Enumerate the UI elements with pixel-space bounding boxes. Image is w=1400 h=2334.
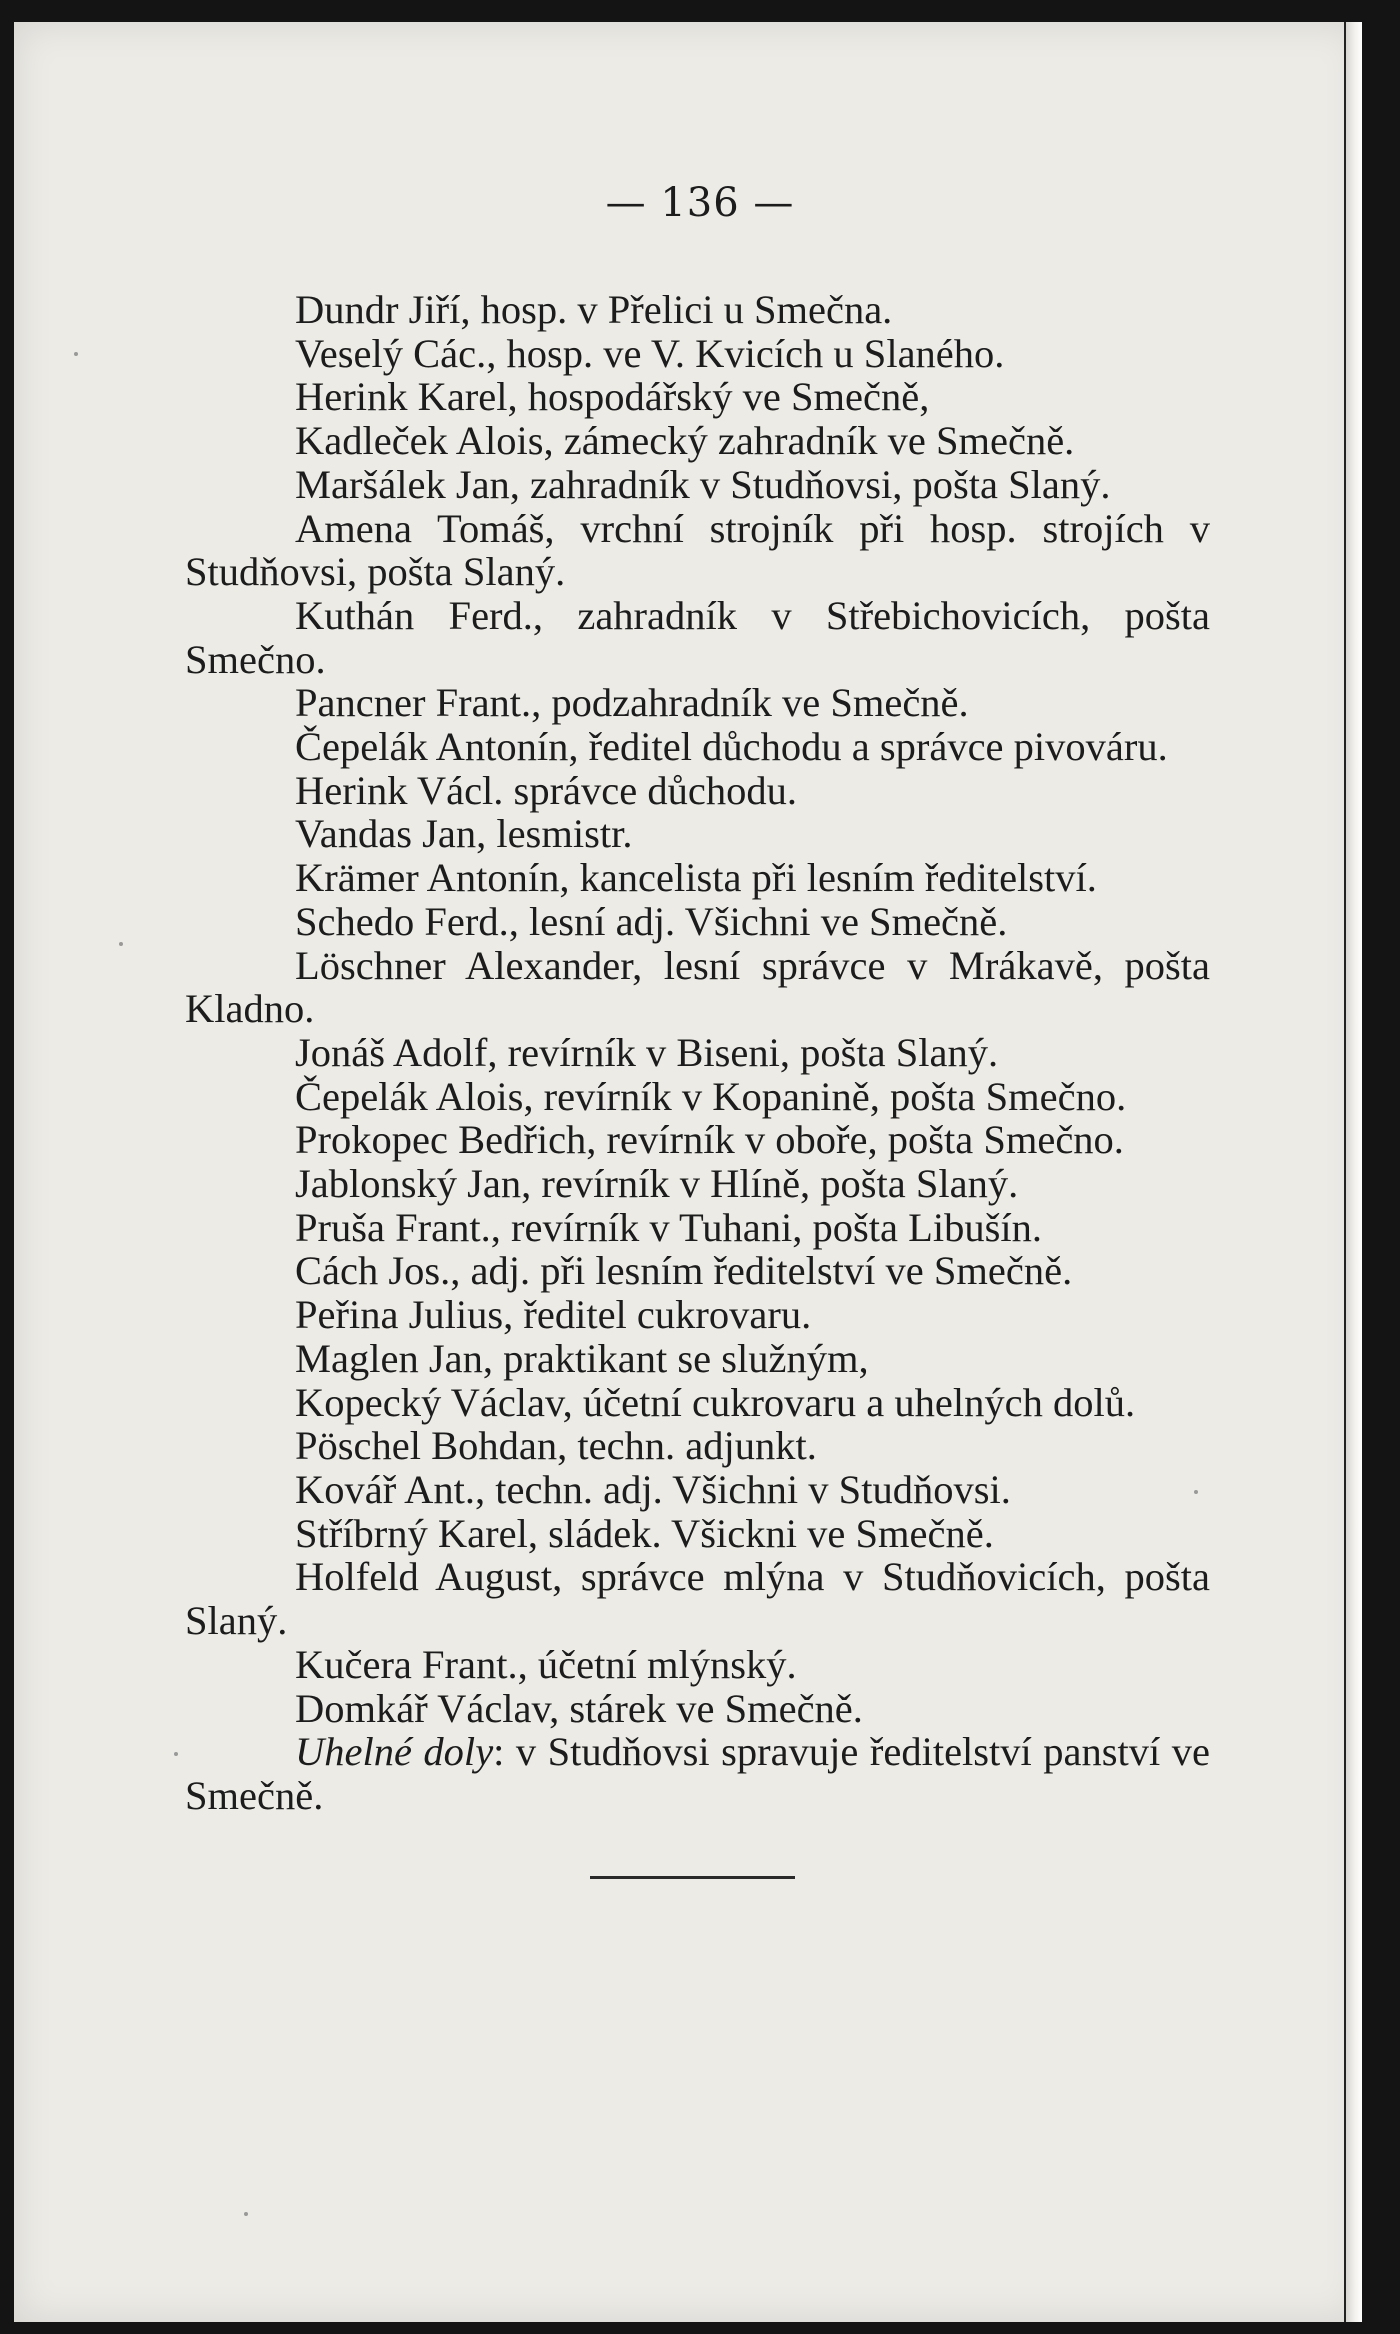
directory-entry [185, 1555, 1210, 1642]
directory-entry [185, 288, 1210, 332]
entry-text: Jablonský Jan, revírník v Hlíně, pošta Slaný. [295, 1161, 1019, 1207]
directory-entry [185, 1206, 1210, 1250]
entry-text: Krämer Antonín, kancelista při lesním ředitelství. [295, 855, 1097, 901]
entry-text: Peřina Julius, ředitel cukrovaru. [295, 1292, 812, 1338]
directory-entry [185, 594, 1210, 681]
entry-text: Holfeld August, správce mlýna v Studňovicích, pošta Slaný. [185, 1554, 1210, 1644]
directory-entry [185, 1293, 1210, 1337]
directory-entry [185, 1162, 1210, 1206]
entry-text: Pruša Frant., revírník v Tuhani, pošta Libušín. [295, 1204, 1042, 1250]
entry-text: : v Studňovsi spravuje ředitelství panství ve Smečně. [185, 1729, 1210, 1818]
directory-text [185, 288, 1210, 1818]
entry-text: Čepelák Antonín, ředitel důchodu a správce pivováru. [295, 724, 1168, 770]
directory-entry [185, 944, 1210, 1031]
directory-entry [185, 900, 1210, 944]
directory-entry [185, 769, 1210, 813]
directory-entry [185, 507, 1210, 594]
directory-entry [185, 1643, 1210, 1687]
entry-text: Pöschel Bohdan, techn. adjunkt. [295, 1423, 817, 1469]
entry-text: Löschner Alexander, lesní správce v Mrákavě, pošta Kladno. [185, 942, 1210, 1032]
page-number: — 136 — [605, 180, 795, 226]
entry-text: Pancner Frant., podzahradník ve Smečně. [295, 680, 969, 726]
entry-text: Kadleček Alois, zámecký zahradník ve Smečně. [295, 418, 1075, 464]
entry-text: Maršálek Jan, zahradník v Studňovsi, pošta Slaný. [295, 461, 1111, 507]
paper-speck [174, 1752, 178, 1756]
directory-entry [185, 1249, 1210, 1293]
directory-entry [185, 1118, 1210, 1162]
entry-text: Amena Tomáš, vrchní strojník při hosp. strojích v Studňovsi, pošta Slaný. [185, 505, 1210, 595]
directory-entry [185, 419, 1210, 463]
entry-text: Kuthán Ferd., zahradník v Střebichovicích, pošta Smečno. [185, 592, 1210, 682]
directory-entry [185, 375, 1210, 419]
directory-entry [185, 1512, 1210, 1556]
entry-text: Domkář Václav, stárek ve Smečně. [295, 1685, 863, 1731]
directory-entry [185, 1468, 1210, 1512]
closing-rule [590, 1876, 795, 1879]
page-edge [1344, 22, 1362, 2322]
directory-entry [185, 1687, 1210, 1731]
entry-text: Čepelák Alois, revírník v Kopanině, pošta Smečno. [295, 1073, 1127, 1119]
directory-entry [185, 1337, 1210, 1381]
entry-lead: Uhelné doly [295, 1729, 494, 1775]
directory-entry [185, 1031, 1210, 1075]
entry-text: Veselý Các., hosp. ve V. Kvicích u Slaného. [295, 330, 1005, 376]
entry-text: Kučera Frant., účetní mlýnský. [295, 1641, 797, 1687]
entry-text: Dundr Jiří, hosp. v Přelici u Smečna. [295, 287, 893, 332]
directory-entry [185, 332, 1210, 376]
directory-entry [185, 463, 1210, 507]
entry-text: Herink Karel, hospodářský ve Smečně, [295, 374, 930, 420]
directory-entry [185, 1730, 1210, 1817]
paper-speck [119, 942, 123, 946]
directory-entry [185, 856, 1210, 900]
entry-text: Kopecký Václav, účetní cukrovaru a uhelných dolů. [295, 1379, 1136, 1425]
directory-entry [185, 812, 1210, 856]
entry-text: Schedo Ferd., lesní adj. Všichni ve Smečně. [295, 898, 1008, 944]
entry-text: Vandas Jan, lesmistr. [295, 811, 633, 857]
entry-text: Prokopec Bedřich, revírník v oboře, pošta Smečno. [295, 1117, 1124, 1163]
entry-text: Cách Jos., adj. při lesním ředitelství ve Smečně. [295, 1248, 1073, 1294]
directory-entry [185, 1424, 1210, 1468]
directory-entry [185, 681, 1210, 725]
entry-text: Herink Václ. správce důchodu. [295, 767, 797, 813]
entry-text: Jonáš Adolf, revírník v Biseni, pošta Slaný. [295, 1029, 999, 1075]
entry-text: Stříbrný Karel, sládek. Všickni ve Smečně. [295, 1510, 994, 1556]
paper-speck [74, 352, 78, 356]
entry-text: Maglen Jan, praktikant se služným, [295, 1335, 869, 1381]
paper-speck [244, 2212, 248, 2216]
entry-text: Kovář Ant., techn. adj. Všichni v Studňovsi. [295, 1466, 1011, 1512]
directory-entry [185, 725, 1210, 769]
directory-entry [185, 1381, 1210, 1425]
directory-entry [185, 1075, 1210, 1119]
